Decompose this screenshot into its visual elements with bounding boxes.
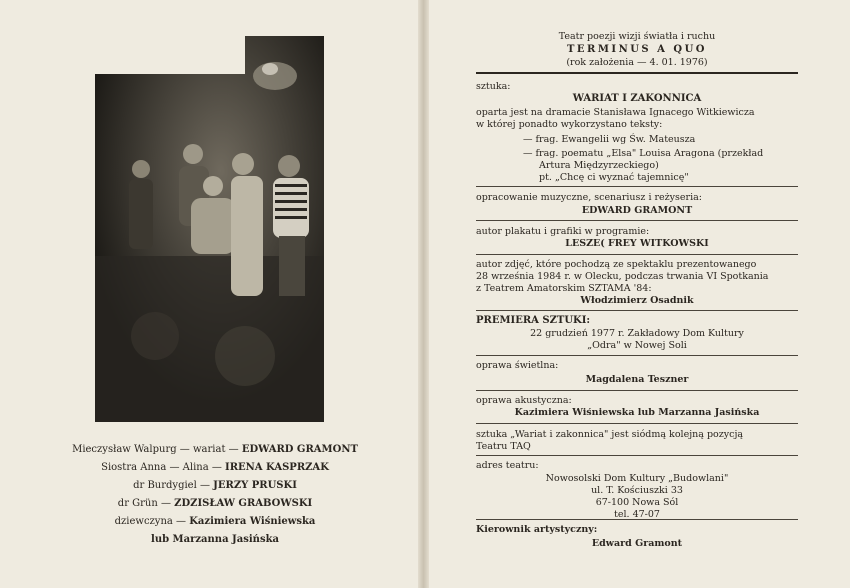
theater-subtitle: Teatr poezji wizji światła i ruchu [558, 31, 716, 42]
poster-label: autor plakatu i grafiki w programie: [476, 226, 650, 237]
repertoire-note-1: sztuka „Wariat i zakonnica" jest siódmą kolejną pozycją [476, 429, 744, 440]
divider [476, 390, 798, 391]
divider [476, 355, 798, 356]
cast-line-5: dziewczyna — Kazimiera Wiśniewska [114, 516, 316, 527]
divider [476, 310, 798, 311]
address-line-3: 67-100 Nowa Sól [595, 497, 679, 508]
artistic-director-name: Edward Gramont [591, 538, 683, 549]
divider [476, 220, 798, 221]
director-label: Kierownik artystyczny: [476, 524, 598, 535]
address-line-1: Nowosolski Dom Kultury „Budowlani" [545, 473, 729, 484]
play-label: sztuka: [476, 81, 511, 92]
sound-names: Kazimiera Wiśniewska lub Marzanna Jasińska [514, 407, 760, 418]
photos-desc-1: autor zdjęć, które pochodzą ze spektaklu prezentowanego [476, 259, 757, 270]
direction-label: opracowanie muzyczne, scenariusz i reżyseria: [476, 192, 702, 203]
cast-line-6: lub Marzanna Jasińska [151, 534, 279, 545]
cast-line-2: Siostra Anna — Alina — IRENA KASPRZAK [101, 462, 329, 473]
address-phone: tel. 47-07 [614, 509, 660, 520]
divider [476, 423, 798, 424]
theater-name: TERMINUS A QUO [566, 44, 708, 55]
cast-line-3: dr Burdygiel — JERZY PRUSKI [133, 480, 297, 491]
premiere-label: PREMIERA SZTUKI: [476, 315, 591, 326]
lighting-name: Magdalena Teszner [585, 374, 689, 385]
play-source-2b: Artura Międzyrzeckiego) [539, 160, 659, 171]
founding-date: (rok założenia — 4. 01. 1976) [566, 57, 708, 68]
address-label: adres teatru: [476, 460, 539, 471]
repertoire-note-2: Teatru TAQ [476, 441, 531, 452]
divider [476, 519, 798, 520]
address-line-2: ul. T. Kościuszki 33 [591, 485, 683, 496]
play-desc-1: oparta jest na dramacie Stanisława Ignacego Witkiewicza [476, 107, 755, 118]
cast-list [40, 441, 390, 549]
play-source-2c: pt. „Chcę ci wyznać tajemnicę" [539, 172, 689, 183]
book-gutter [418, 0, 429, 588]
play-title: WARIAT I ZAKONNICA [572, 93, 702, 104]
play-source-1: — frag. Ewangelii wg Św. Mateusza [523, 134, 696, 145]
premiere-date: 22 grudzień 1977 r. Zakładowy Dom Kultury [530, 328, 744, 339]
divider [476, 72, 798, 74]
play-desc-2: w której ponadto wykorzystano teksty: [476, 119, 663, 130]
photos-desc-2: 28 września 1984 r. w Olecku, podczas trwania VI Spotkania [476, 271, 769, 282]
divider [476, 254, 798, 255]
photographer-name: Włodzimierz Osadnik [580, 295, 694, 306]
cast-photo [95, 36, 324, 422]
divider [476, 455, 798, 456]
lighting-label: oprawa świetlna: [476, 360, 559, 371]
play-source-2: — frag. poematu „Elsa" Louisa Aragona (przekład [523, 148, 764, 159]
cast-line-4: dr Grün — ZDZISŁAW GRABOWSKI [117, 498, 313, 509]
director-name: EDWARD GRAMONT [581, 205, 693, 216]
divider [476, 186, 798, 187]
photos-desc-3: z Teatrem Amatorskim SZTAMA '84: [476, 283, 652, 294]
poster-author: LESZE( FREY WITKOWSKI [565, 238, 709, 249]
premiere-venue: „Odra" w Nowej Soli [587, 340, 687, 351]
sound-label: oprawa akustyczna: [476, 395, 572, 406]
cast-line-1: Mieczysław Walpurg — wariat — EDWARD GRAMONT [72, 444, 358, 455]
